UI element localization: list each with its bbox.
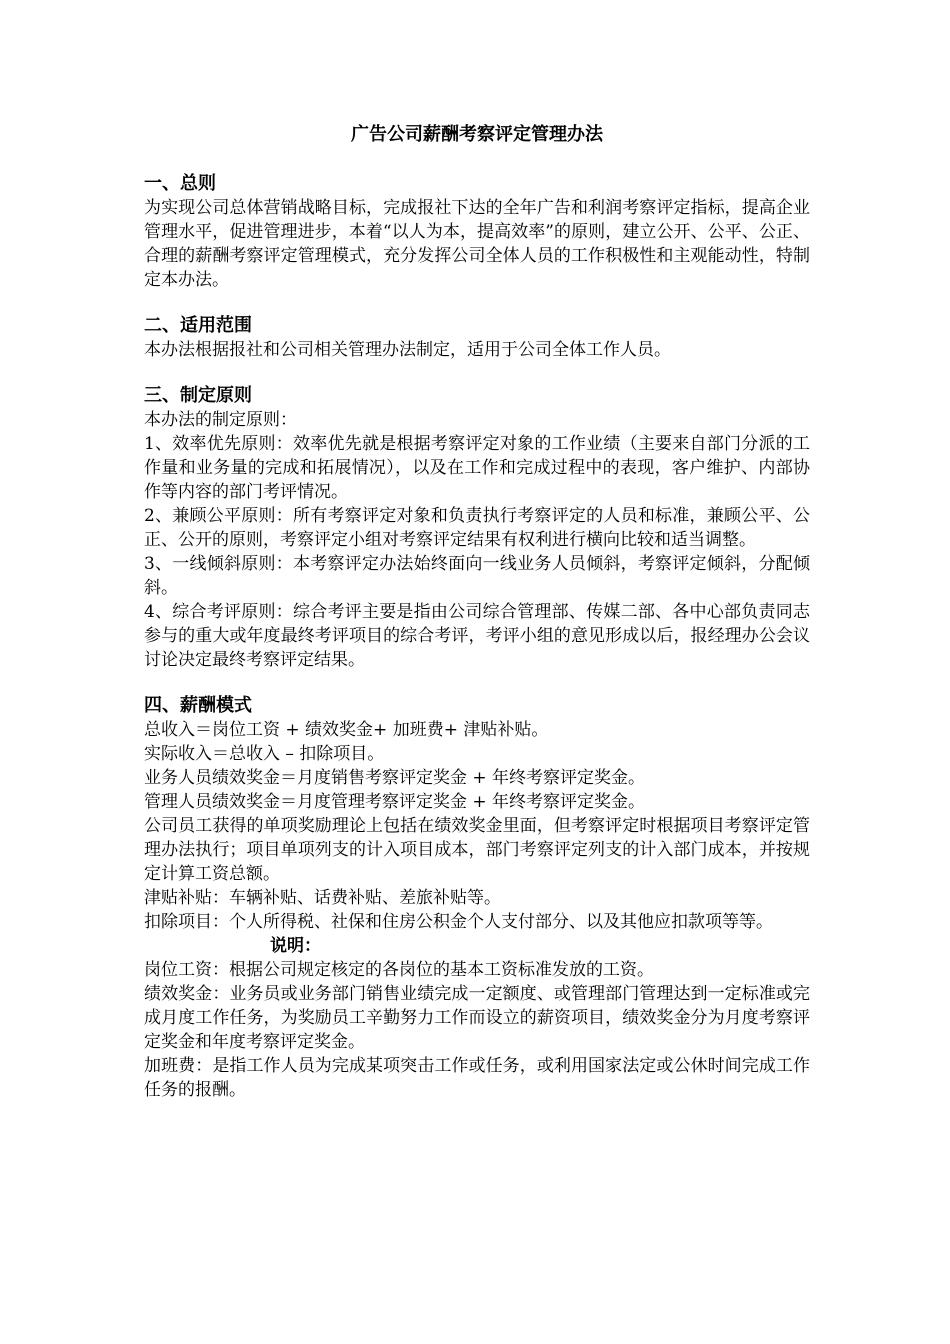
section-heading: 一、总则 <box>144 173 216 194</box>
paragraph: 本办法的制定原则： <box>144 410 297 430</box>
note-paragraph: 加班费：是指工作人员为完成某项突击工作或任务，或利用国家法定或公休时间完成工作任务的报酬。 <box>144 1056 810 1100</box>
paragraph: 扣除项目：个人所得税、社保和住房公积金个人支付部分、以及其他应扣款项等等。 <box>144 912 773 932</box>
paragraph: 1、效率优先原则：效率优先就是根据考察评定对象的工作业绩（主要来自部门分派的工作量和业务量的完成和拓展情况），以及在工作和完成过程中的表现，客户维护、内部协作等内容的部门考评情况。 <box>144 434 810 502</box>
section-principles <box>144 384 810 672</box>
note-paragraph: 岗位工资：根据公司规定核定的各岗位的基本工资标准发放的工资。 <box>144 960 654 980</box>
section-heading: 二、适用范围 <box>144 315 252 336</box>
notes-heading: 说明： <box>270 936 321 956</box>
paragraph: 管理人员绩效奖金＝月度管理考察评定奖金 + 年终考察评定奖金。 <box>144 792 646 812</box>
document-title: 广告公司薪酬考察评定管理办法 <box>351 124 603 145</box>
paragraph: 4、综合考评原则：综合考评主要是指由公司综合管理部、传媒二部、各中心部负责同志参与的重大或年度最终考评项目的综合考评，考评小组的意见形成以后，报经理办公会议讨论决定最终考察评定结果。 <box>144 602 810 670</box>
paragraph: 2、兼顾公平原则：所有考察评定对象和负责执行考察评定的人员和标准，兼顾公平、公正、公开的原则，考察评定小组对考察评定结果有权利进行横向比较和适当调整。 <box>144 506 810 550</box>
paragraph: 3、一线倾斜原则：本考察评定办法始终面向一线业务人员倾斜，考察评定倾斜，分配倾斜。 <box>144 554 810 598</box>
note-paragraph: 绩效奖金：业务员或业务部门销售业绩完成一定额度、或管理部门管理达到一定标准或完成月度工作任务，为奖励员工辛勤努力工作而设立的薪资项目，绩效奖金分为月度考察评定奖金和年度考察评定奖金。 <box>144 984 810 1052</box>
paragraph: 公司员工获得的单项奖励理论上包括在绩效奖金里面，但考察评定时根据项目考察评定管理办法执行；项目单项列支的计入项目成本，部门考察评定列支的计入部门成本，并按规定计算工资总额。 <box>144 816 810 884</box>
paragraph: 本办法根据报社和公司相关管理办法制定，适用于公司全体工作人员。 <box>144 340 671 360</box>
paragraph: 为实现公司总体营销战略目标，完成报社下达的全年广告和利润考察评定指标，提高企业管理水平，促进管理进步，本着“以人为本，提高效率”的原则，建立公开、公平、公正、合理的薪酬考察评定管理模式，充分发挥公司全体人员的工作积极性和主观能动性，特制定本办法。 <box>144 198 810 290</box>
section-general <box>144 172 810 292</box>
paragraph: 业务人员绩效奖金＝月度销售考察评定奖金 + 年终考察评定奖金。 <box>144 768 646 788</box>
paragraph: 总收入＝岗位工资 + 绩效奖金+ 加班费+ 津贴补贴。 <box>144 720 549 740</box>
section-scope <box>144 314 810 362</box>
document-page <box>144 120 810 1124</box>
section-salary-model <box>144 694 810 1102</box>
paragraph: 津贴补贴：车辆补贴、话费补贴、差旅补贴等。 <box>144 888 501 908</box>
paragraph: 实际收入＝总收入 – 扣除项目。 <box>144 744 385 764</box>
section-heading: 三、制定原则 <box>144 385 252 406</box>
section-heading: 四、薪酬模式 <box>144 695 252 716</box>
